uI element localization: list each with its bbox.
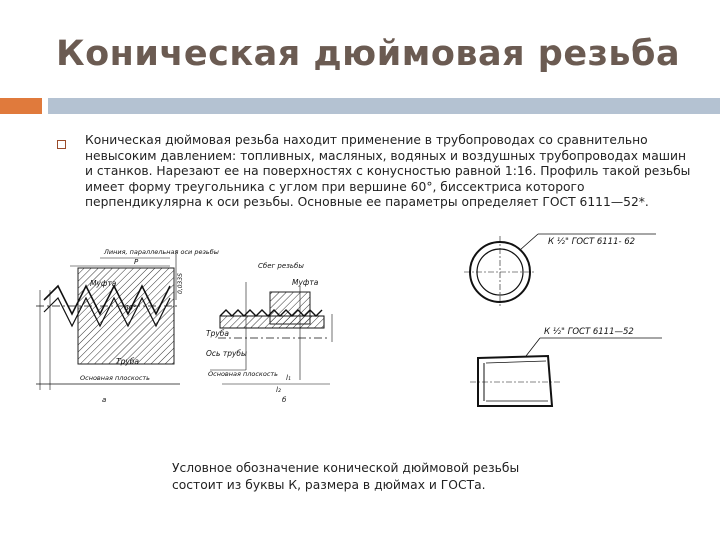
pipe-axis-label: Ось трубы [206,349,247,358]
thread-drawings-figure [30,230,666,458]
body-line: и станков. Нарезают ее на поверхностях с конусностью равной 1:16. Профиль такой резьбы [85,164,691,179]
caption-line: состоит из буквы К, размера в дюймах и ГОСТа. [172,478,486,492]
left-base-plane-label: Основная плоскость [80,374,151,382]
angle-label: 60° [124,304,137,312]
middle-drawing-caption: б [282,396,287,404]
slide-title: Коническая дюймовая резьба [56,34,681,74]
dimension-0033s-label: 0,033S [177,273,184,294]
line-parallel-label: Линия, параллельная оси резьбы [104,248,219,256]
body-line: Коническая дюймовая резьба находит применение в трубопроводах со сравнительно [85,133,648,147]
left-drawing-caption: а [102,396,107,404]
title-accent-bar-orange [0,98,42,114]
middle-pipe-label: Труба [206,329,230,338]
designation-label-top: К ½" ГОСТ 6111- 62 [548,237,636,247]
left-coupling-label: Муфта [90,279,117,288]
title-accent-bar-blue [48,98,720,114]
caption-line: Условное обозначение конической дюймовой резьбы [172,461,520,475]
left-pipe-label: Труба [116,357,140,366]
middle-base-plane-label: Основная плоскость [208,370,279,378]
designation-drawing [464,234,662,406]
body-line: перпендикулярна к оси резьбы. Основные ее параметры определяет ГОСТ 6111—52*. [85,195,649,210]
runout-label: Сбег резьбы [258,262,304,270]
l1-label: l₁ [286,374,291,382]
l2-label: l₂ [276,386,281,394]
pipe-coupling-drawing [206,262,332,404]
bullet-icon [57,140,66,149]
middle-coupling-label: Муфта [292,278,319,287]
body-line: имеет форму треугольника с углом при вершине 60°, биссектриса которого [85,179,585,194]
designation-label-bottom: К ½" ГОСТ 6111—52 [544,327,634,337]
designation-caption [172,460,519,494]
thread-profile-drawing [36,248,219,404]
body-paragraph [85,133,695,211]
body-line: невысоким давлением: топливных, масляных, водяных и воздушных трубопроводах машин [85,148,687,163]
pitch-label: P [134,258,139,266]
